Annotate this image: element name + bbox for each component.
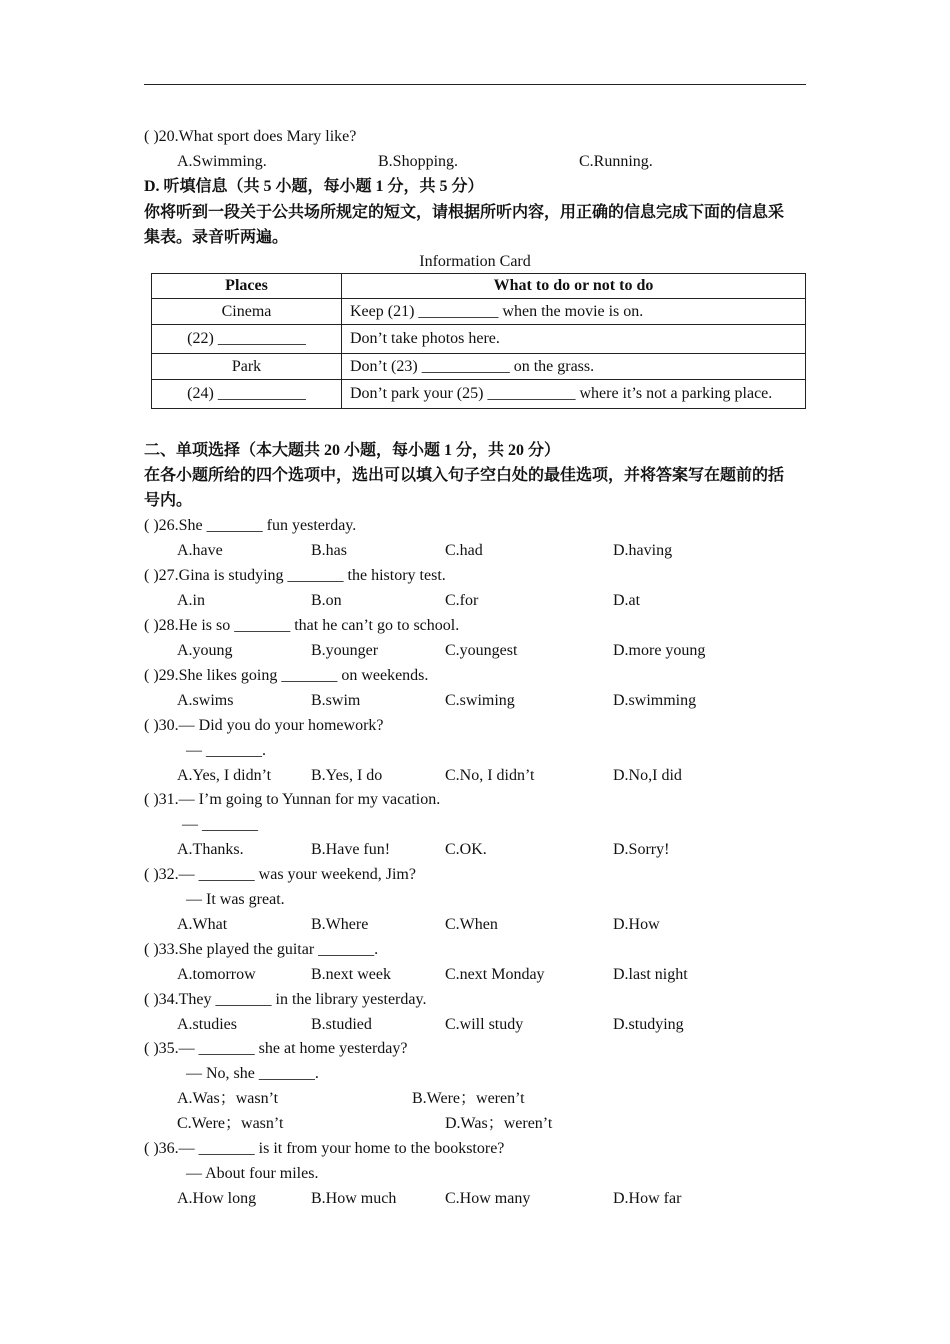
q31-reply: — _______ [182,816,258,833]
q35-option-c: C.Were；wasn’t [177,1115,284,1132]
q31-option-a: A.Thanks. [177,841,244,858]
question-34-stem: ( )34.They _______ in the library yesterday. [144,991,427,1008]
q27-option-b: B.on [311,592,342,609]
header-places: Places [152,274,342,299]
q33-option-d: D.last night [613,966,688,983]
header-what-to-do: What to do or not to do [342,274,806,299]
question-20-stem: ( )20.What sport does Mary like? [144,128,357,145]
q28-option-a: A.young [177,642,233,659]
row-2-rule: Don’t take photos here. [342,325,806,354]
q28-option-b: B.younger [311,642,379,659]
section-d-instruction-2: 集表。录音听两遍。 [144,229,289,246]
q36-option-b: B.How much [311,1190,397,1207]
question-26-stem: ( )26.She _______ fun yesterday. [144,517,357,534]
q36-option-a: A.How long [177,1190,257,1207]
header-rule [144,84,806,85]
q26-option-d: D.having [613,542,673,559]
question-32-stem: ( )32.— _______ was your weekend, Jim? [144,866,416,883]
q28-option-d: D.more young [613,642,706,659]
q35-option-d: D.Was；weren’t [445,1115,553,1132]
q27-option-c: C.for [445,592,479,609]
q30-option-d: D.No,I did [613,767,682,784]
q33-option-a: A.tomorrow [177,966,256,983]
q32-option-a: A.What [177,916,228,933]
row-3-place: Park [152,354,342,380]
row-1-place: Cinema [152,299,342,325]
q30-option-a: A.Yes, I didn’t [177,767,272,784]
q30-option-b: B.Yes, I do [311,767,383,784]
row-1-rule: Keep (21) __________ when the movie is on. [342,299,806,325]
question-30-stem: ( )30.— Did you do your homework? [144,717,384,734]
q30-option-c: C.No, I didn’t [445,767,535,784]
question-29-stem: ( )29.She likes going _______ on weekends. [144,667,429,684]
question-28-stem: ( )28.He is so _______ that he can’t go to school. [144,617,460,634]
q35-reply: — No, she _______. [186,1065,319,1082]
section-2-heading: 二、单项选择（本大题共 20 小题，每小题 1 分，共 20 分） [144,442,561,459]
q26-option-b: B.has [311,542,347,559]
q35-option-b: B.Were；weren’t [412,1090,525,1107]
question-31-stem: ( )31.— I’m going to Yunnan for my vacation. [144,791,441,808]
section-d-heading: D. 听填信息（共 5 小题，每小题 1 分，共 5 分） [144,178,484,195]
information-card-table [151,273,806,409]
q29-option-a: A.swims [177,692,234,709]
q31-option-d: D.Sorry! [613,841,670,858]
section-2-instruction-1: 在各小题所给的四个选项中，选出可以填入句子空白处的最佳选项，并将答案写在题前的括 [144,467,785,484]
q31-option-b: B.Have fun! [311,841,391,858]
q34-option-c: C.will study [445,1016,524,1033]
q34-option-b: B.studied [311,1016,372,1033]
section-d-instruction-1: 你将听到一段关于公共场所规定的短文，请根据所听内容，用正确的信息完成下面的信息采 [144,204,785,221]
q32-option-c: C.When [445,916,498,933]
question-33-stem: ( )33.She played the guitar _______. [144,941,379,958]
q33-option-c: C.next Monday [445,966,545,983]
q27-option-d: D.at [613,592,641,609]
q28-option-c: C.youngest [445,642,518,659]
section-2-instruction-2: 号内。 [144,492,193,509]
q35-option-a: A.Was；wasn’t [177,1090,279,1107]
question-27-stem: ( )27.Gina is studying _______ the history test. [144,567,446,584]
q20-option-c: C.Running. [579,153,653,170]
q33-option-b: B.next week [311,966,391,983]
row-4-rule: Don’t park your (25) ___________ where it’s not a parking place. [342,380,806,409]
q29-option-b: B.swim [311,692,361,709]
q36-option-c: C.How many [445,1190,531,1207]
q29-option-c: C.swiming [445,692,515,709]
q32-reply: — It was great. [186,891,285,908]
row-2-place: (22) ___________ [152,325,342,354]
q31-option-c: C.OK. [445,841,487,858]
row-3-rule: Don’t (23) ___________ on the grass. [342,354,806,380]
q29-option-d: D.swimming [613,692,697,709]
question-35-stem: ( )35.— _______ she at home yesterday? [144,1040,408,1057]
row-4-place: (24) ___________ [152,380,342,409]
q36-option-d: D.How far [613,1190,682,1207]
q36-reply: — About four miles. [186,1165,319,1182]
card-title: Information Card [419,253,531,270]
question-36-stem: ( )36.— _______ is it from your home to the bookstore? [144,1140,505,1157]
q32-option-d: D.How [613,916,660,933]
q26-option-a: A.have [177,542,223,559]
q32-option-b: B.Where [311,916,369,933]
q34-option-d: D.studying [613,1016,684,1033]
q26-option-c: C.had [445,542,483,559]
q20-option-b: B.Shopping. [378,153,459,170]
q27-option-a: A.in [177,592,205,609]
q20-option-a: A.Swimming. [177,153,267,170]
q30-reply: — _______. [186,742,266,759]
q34-option-a: A.studies [177,1016,237,1033]
